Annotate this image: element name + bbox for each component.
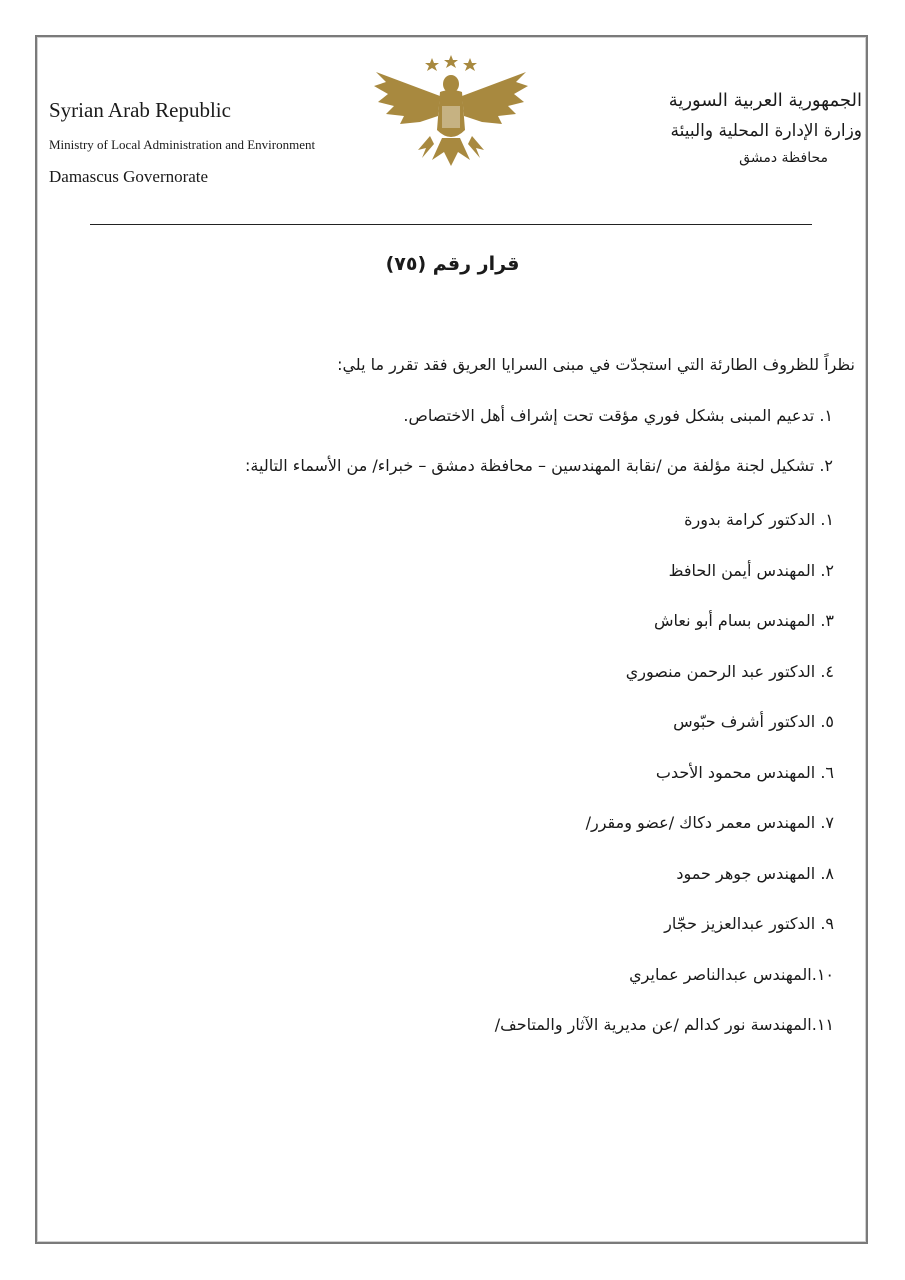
- ministry-name-ar: وزارة الإدارة المحلية والبيئة: [670, 121, 862, 141]
- header-divider: [90, 224, 812, 225]
- list-item: ٢. المهندس أيمن الحافظ: [668, 560, 834, 580]
- list-item: ٨. المهندس جوهر حمود: [676, 863, 834, 883]
- header-english: [49, 98, 315, 187]
- list-item: ٧. المهندس معمر دكاك /عضو ومقرر/: [585, 813, 834, 832]
- republic-name-ar: الجمهورية العربية السورية: [668, 90, 862, 111]
- list-item: ٤. الدكتور عبد الرحمن منصوري: [625, 661, 834, 681]
- list-item: ١. الدكتور كرامة بدورة: [684, 510, 834, 529]
- list-item: ٩. الدكتور عبدالعزيز حجّار: [664, 914, 834, 933]
- list-item: ١١.المهندسة نور كدالم /عن مديرية الآثار والمتاحف/: [494, 1015, 834, 1034]
- governorate-name-ar: محافظة دمشق: [739, 150, 828, 166]
- ministry-name-en: Ministry of Local Administration and Environment: [49, 137, 316, 152]
- list-item: ١٠.المهندس عبدالناصر عمايري: [629, 964, 834, 984]
- list-item: ٣. المهندس بسام أبو نعاش: [654, 611, 834, 630]
- clause-2: ٢. تشكيل لجنة مؤلفة من /نقابة المهندسين – محافظة دمشق – خبراء/ من الأسماء التالية:: [245, 456, 833, 475]
- decision-title: قرار رقم (٧٥): [385, 253, 520, 275]
- republic-name-en: Syrian Arab Republic: [49, 98, 231, 122]
- governorate-name-en: Damascus Governorate: [49, 167, 209, 186]
- eagle-emblem-icon: [372, 52, 530, 170]
- clause-1: ١. تدعيم المبنى بشكل فوري مؤقت تحت إشراف أهل الاختصاص.: [403, 406, 833, 425]
- list-item: ٥. الدكتور أشرف حبّوس: [673, 712, 834, 731]
- list-item: ٦. المهندس محمود الأحدب: [655, 762, 834, 782]
- decision-preamble: نظراً للظروف الطارئة التي استجدّت في مبنى السرايا العريق فقد تقرر ما يلي:: [337, 355, 855, 374]
- header-arabic: [669, 90, 862, 166]
- committee-members-list: [234, 509, 834, 1065]
